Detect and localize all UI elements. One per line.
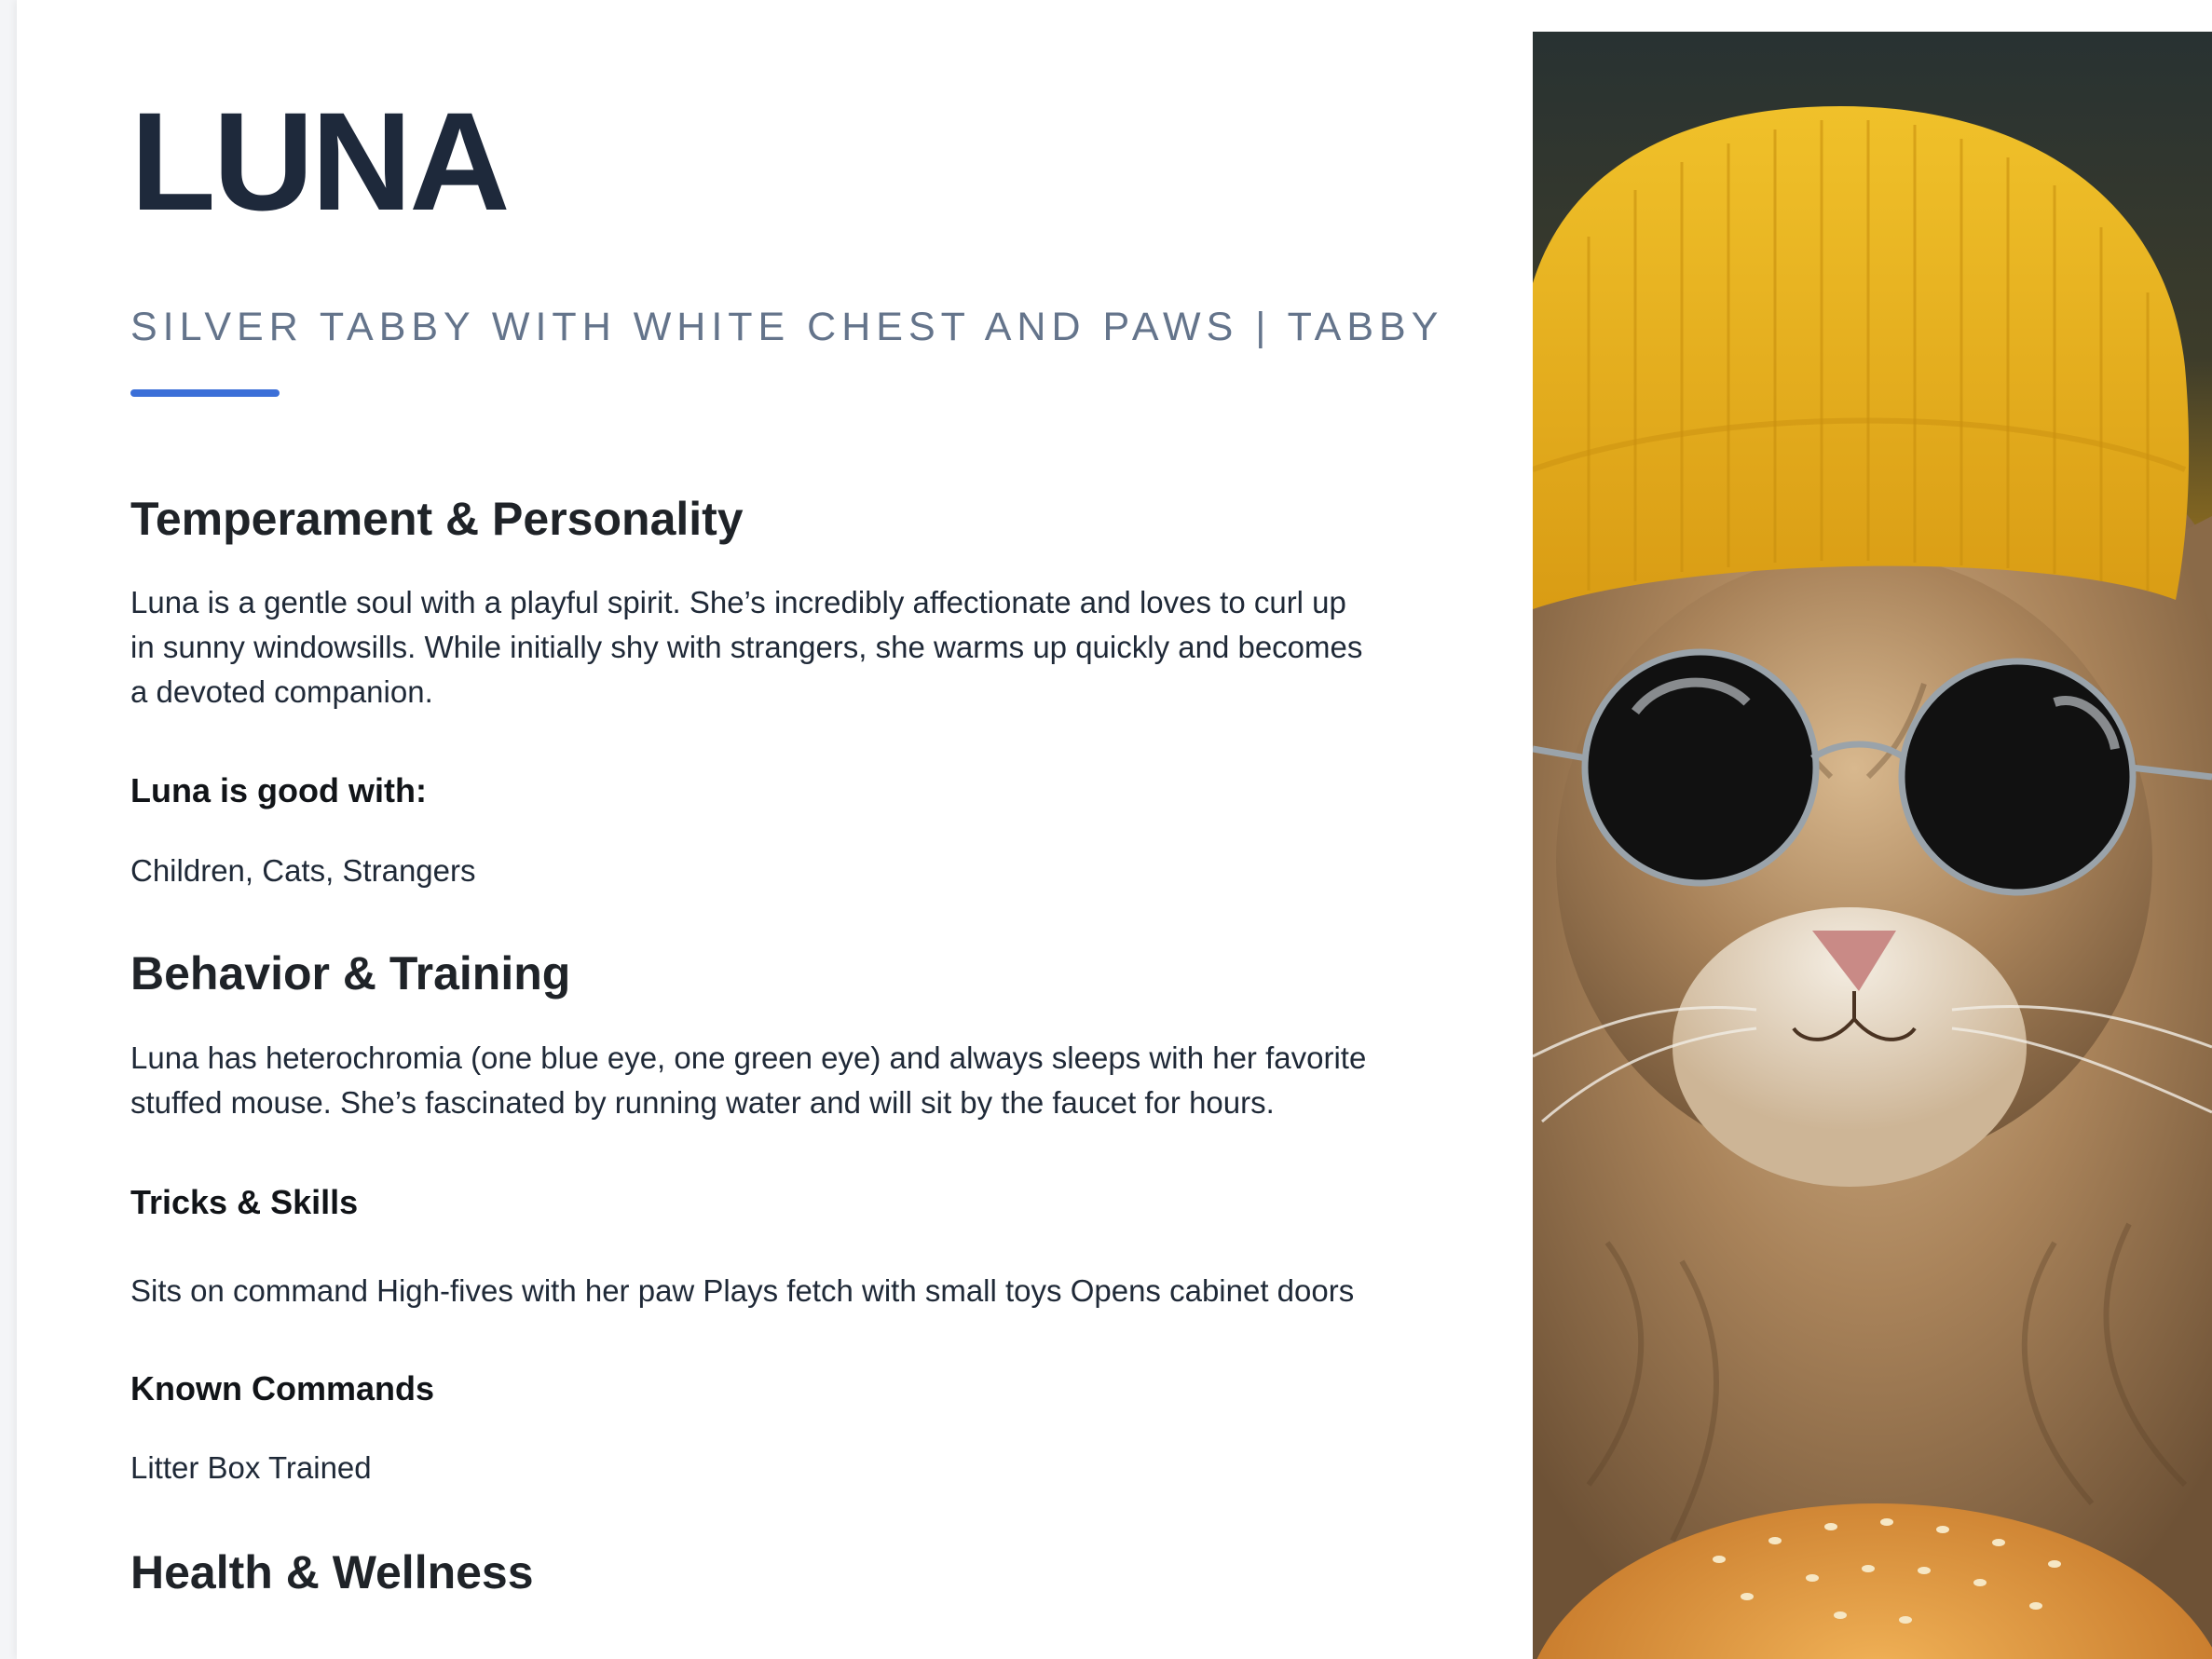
temperament-line: Luna is a gentle soul with a playful spirit. She’s incredibly affectionate and loves to curl up [130, 585, 1346, 619]
commands-value: Litter Box Trained [130, 1450, 372, 1485]
pet-name: LUNA [130, 83, 508, 239]
temperament-line: a devoted companion. [130, 674, 433, 709]
tricks-label: Tricks & Skills [130, 1183, 359, 1221]
commands-label: Known Commands [130, 1369, 435, 1407]
pet-subtitle: SILVER TABBY WITH WHITE CHEST AND PAWS | TABBY [130, 305, 1444, 349]
good-with-value: Children, Cats, Strangers [130, 853, 476, 888]
behavior-line: stuffed mouse. She’s fascinated by running water and will sit by the faucet for hours. [130, 1085, 1275, 1120]
temperament-heading: Temperament & Personality [130, 493, 744, 545]
cat-photo [1533, 32, 2212, 1659]
cat-illustration [1533, 32, 2212, 1659]
behavior-heading: Behavior & Training [130, 947, 571, 999]
profile-page [17, 0, 2212, 1659]
behavior-description [130, 1036, 1435, 1125]
temperament-line: in sunny windowsills. While initially shy with strangers, she warms up quickly and becomes [130, 630, 1363, 664]
temperament-description [130, 580, 1435, 714]
good-with-label: Luna is good with: [130, 771, 427, 809]
accent-divider [130, 389, 280, 397]
behavior-line: Luna has heterochromia (one blue eye, one green eye) and always sleeps with her favorite [130, 1040, 1367, 1075]
health-heading: Health & Wellness [130, 1546, 534, 1598]
tricks-value: Sits on command High-fives with her paw Plays fetch with small toys Opens cabinet doors [130, 1273, 1355, 1308]
